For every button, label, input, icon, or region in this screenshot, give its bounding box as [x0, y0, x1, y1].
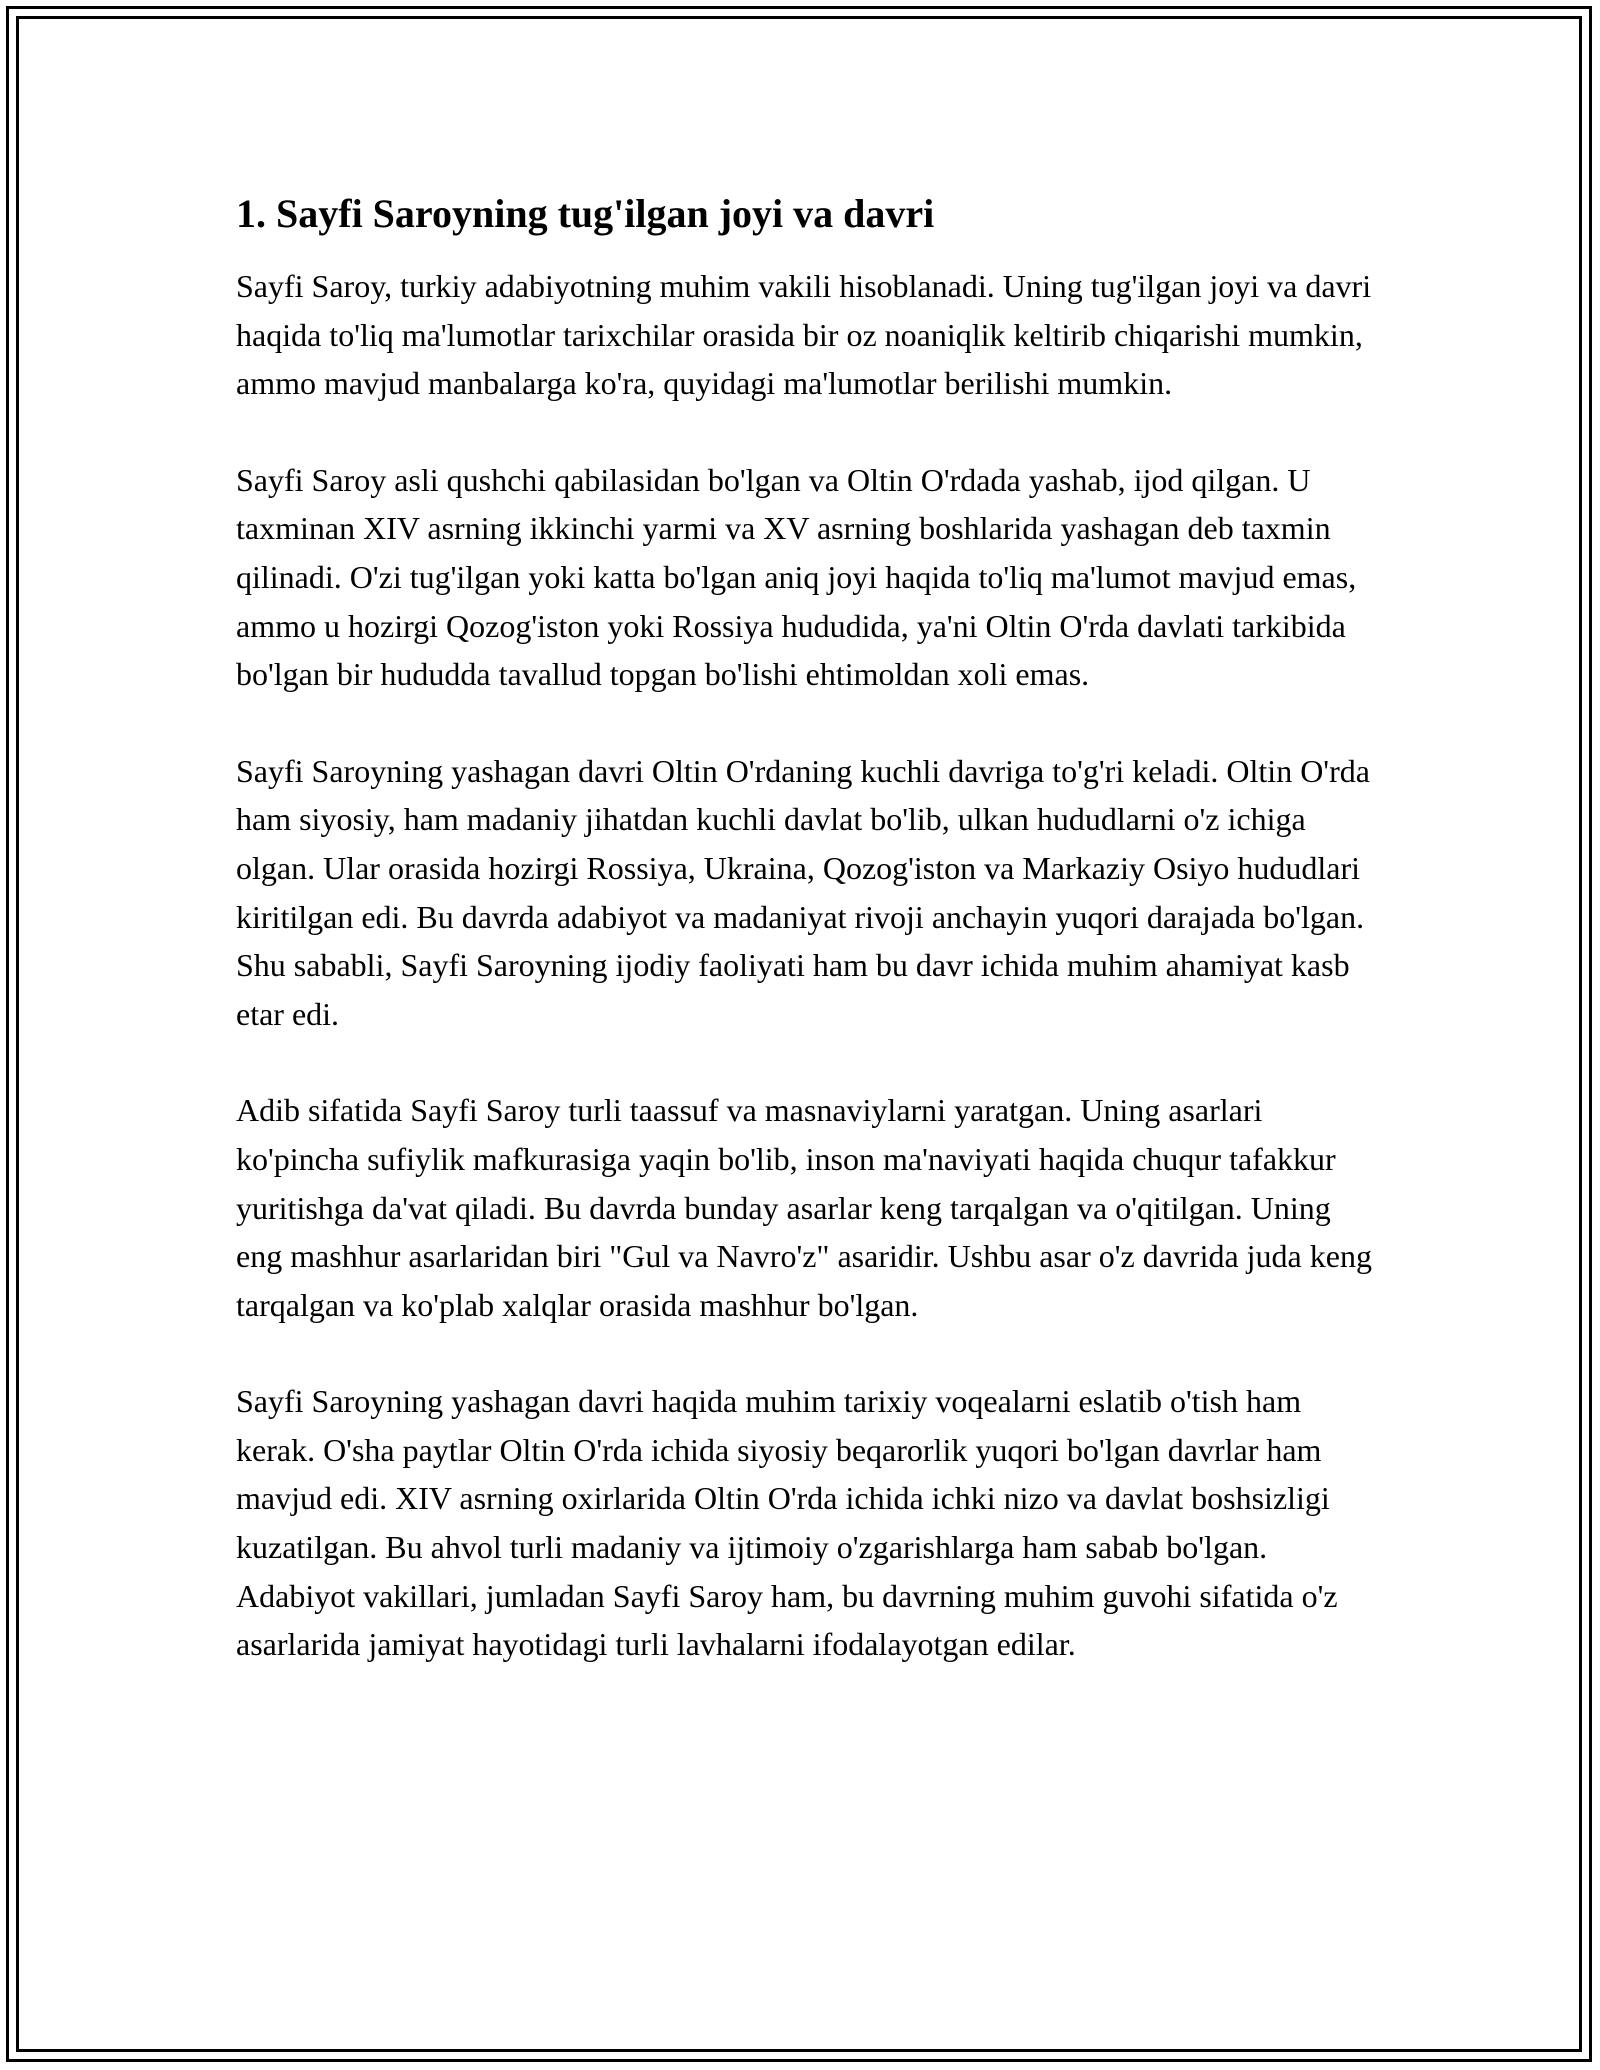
section-heading: 1. Sayfi Saroyning tug'ilgan joyi va davri	[236, 191, 935, 236]
paragraph-2: Sayfi Saroy asli qushchi qabilasidan bo'lgan va Oltin O'rdada yashab, ijod qilgan. U taxminan XIV asrning ikkinchi yarmi va XV asrning boshlarida yashagan deb taxmin qilinadi. O'zi tug'ilgan yoki katta bo'lgan aniq joyi haqida to'liq ma'lumot mavjud emas, ammo u hozirgi Qozog'iston yoki Rossiya hududida, ya'ni Oltin O'rda davlati tarkibida bo'lgan bir hududda tavallud topgan bo'lishi ehtimoldan xoli emas.	[236, 461, 1357, 693]
paragraph-4: Adib sifatida Sayfi Saroy turli taassuf va masnaviylarni yaratgan. Uning asarlari ko'pincha sufiylik mafkurasiga yaqin bo'lib, inson ma'naviyati haqida chuqur tafakkur yuritishga da'vat qiladi. Bu davrda bunday asarlar keng tarqalgan va o'qitilgan. Uning eng mashhur asarlaridan biri "Gul va Navro'z" asaridir. Ushbu asar o'z davrida juda keng tarqalgan va ko'plab xalqlar orasida mashhur bo'lgan.	[236, 1092, 1372, 1323]
paragraph-5: Sayfi Saroyning yashagan davri haqida muhim tarixiy voqealarni eslatib o'tish ham kerak. O'sha paytlar Oltin O'rda ichida siyosiy beqarorlik yuqori bo'lgan davrlar ham mavjud edi. XIV asrning oxirlarida Oltin O'rda ichida ichki nizo va davlat boshsizligi kuzatilgan. Bu ahvol turli madaniy va ijtimoiy o'zgarishlarga ham sabab bo'lgan. Adabiyot vakillari, jumladan Sayfi Saroy ham, bu davrning muhim guvohi sifatida o'z asarlarida jamiyat hayotidagi turli lavhalarni ifodalayotgan edilar.	[236, 1383, 1338, 1663]
paragraph-1: Sayfi Saroy, turkiy adabiyotning muhim vakili hisoblanadi. Uning tug'ilgan joyi va davri haqida to'liq ma'lumotlar tarixchilar orasida bir oz noaniqlik keltirib chiqarishi mumkin, ammo mavjud manbalarga ko'ra, quyidagi ma'lumotlar berilishi mumkin.	[236, 268, 1372, 402]
paragraph-3: Sayfi Saroyning yashagan davri Oltin O'rdaning kuchli davriga to'g'ri keladi. Oltin O'rda ham siyosiy, ham madaniy jihatdan kuchli davlat bo'lib, ulkan hududlarni o'z ichiga olgan. Ular orasida hozirgi Rossiya, Ukraina, Qozog'iston va Markaziy Osiyo hududlari kiritilgan edi. Bu davrda adabiyot va madaniyat rivoji anchayin yuqori darajada bo'lgan. Shu sababli, Sayfi Saroyning ijodiy faoliyati ham bu davr ichida muhim ahamiyat kasb etar edi.	[236, 752, 1370, 1032]
document-body	[236, 186, 1376, 1717]
